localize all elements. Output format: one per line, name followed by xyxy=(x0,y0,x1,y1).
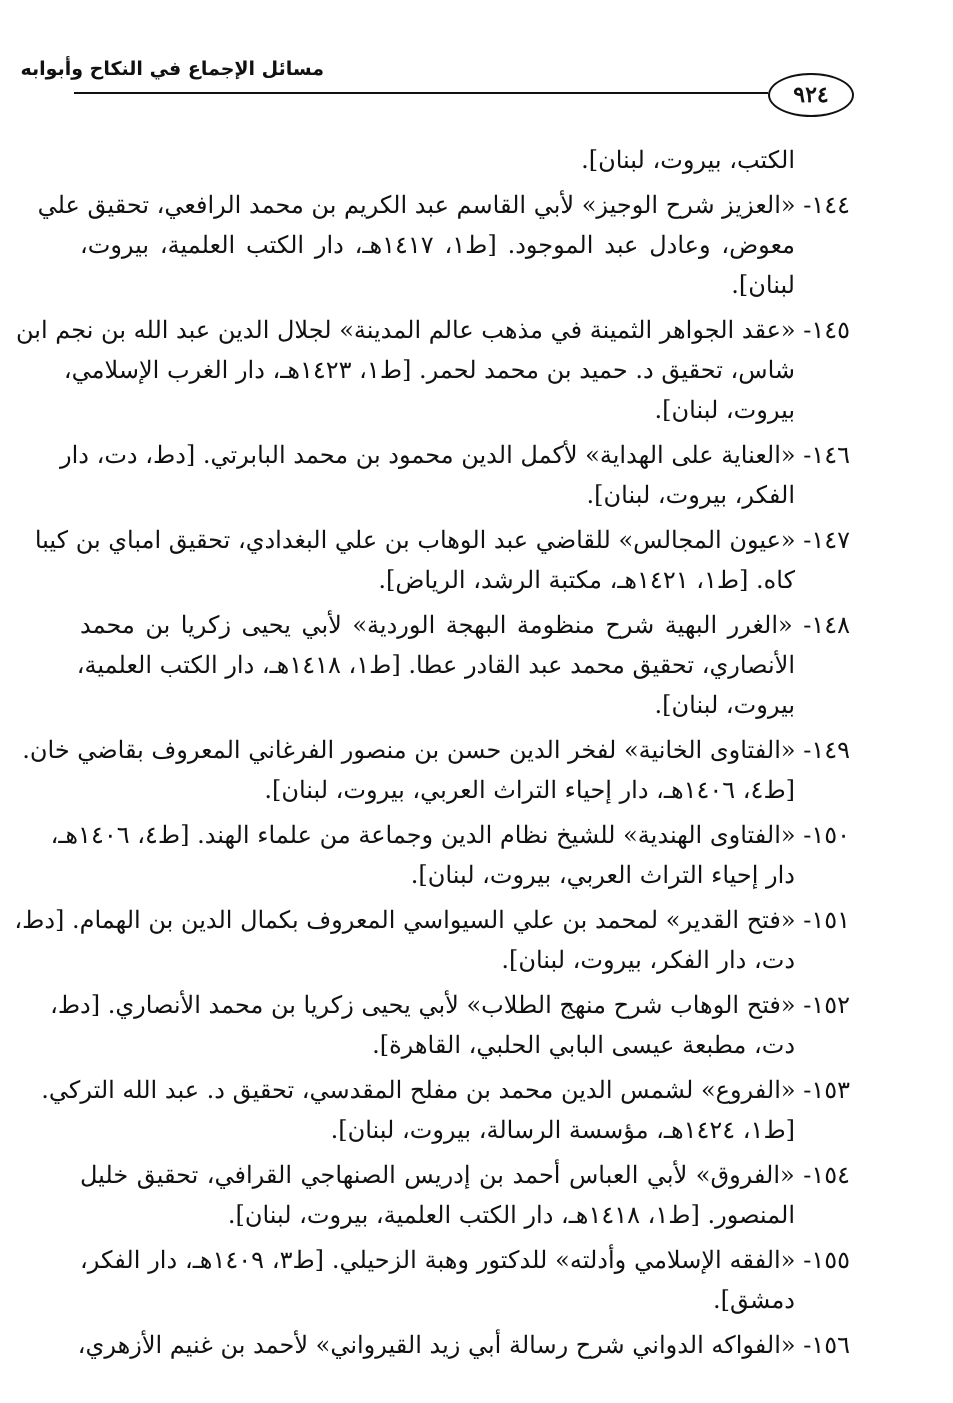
bibliography-entry xyxy=(16,310,850,430)
entry-first-line: ١٤٥- «عقد الجواهر الثمينة في مذهب عالم المدينة» لجلال الدين عبد الله بن نجم ابن xyxy=(16,316,850,344)
entry-continuation-line: دت، مطبعة عيسى البابي الحلبي، القاهرة]. xyxy=(372,1031,795,1059)
entry-first-line: ١٥٢- «فتح الوهاب شرح منهج الطلاب» لأبي يحيى زكريا بن محمد الأنصاري. [دط، xyxy=(50,991,850,1019)
bibliography-entry xyxy=(22,730,850,810)
entry-first-line: ١٤٨- «الغرر البهية شرح منظومة البهجة الوردية» لأبي يحيى زكريا بن محمد xyxy=(80,611,850,639)
entry-first-line: ١٥٦- «الفواكه الدواني شرح رسالة أبي زيد القيرواني» لأحمد بن غنيم الأزهري، xyxy=(77,1331,850,1359)
entry-first-line: ١٤٤- «العزيز شرح الوجيز» لأبي القاسم عبد الكريم بن محمد الرافعي، تحقيق علي xyxy=(37,191,850,219)
entry-continuation-line: معوض، وعادل عبد الموجود. [ط١، ١٤١٧هـ، دار الكتب العلمية، بيروت، xyxy=(80,231,796,259)
entry-first-line: ١٥٣- «الفروع» لشمس الدين محمد بن مفلح المقدسي، تحقيق د. عبد الله التركي. xyxy=(41,1076,850,1104)
entry-continuation-line: بيروت، لبنان]. xyxy=(654,396,795,424)
running-title: مسائل الإجماع في النكاح وأبوابه xyxy=(20,58,324,80)
entry-first-line: ١٥٠- «الفتاوى الهندية» للشيخ نظام الدين وجماعة من علماء الهند. [ط٤، ١٤٠٦هـ، xyxy=(50,821,850,849)
bibliography-entry xyxy=(50,815,850,895)
entry-continuation-line: الفكر، بيروت، لبنان]. xyxy=(586,481,795,509)
entry-continuation-line: دار إحياء التراث العربي، بيروت، لبنان]. xyxy=(410,861,795,889)
bibliography-entry xyxy=(80,1240,850,1320)
entry-continuation-line: [ط٤، ١٤٠٦هـ، دار إحياء التراث العربي، بيروت، لبنان]. xyxy=(264,776,795,804)
entry-continuation-line: المنصور. [ط١، ١٤١٨هـ، دار الكتب العلمية، بيروت، لبنان]. xyxy=(227,1201,795,1229)
page-header xyxy=(20,56,854,116)
bibliography-entry xyxy=(14,900,850,980)
bibliography-entry xyxy=(50,985,850,1065)
entry-continuation-line: [ط١، ١٤٢٤هـ، مؤسسة الرسالة، بيروت، لبنان]. xyxy=(330,1116,795,1144)
bibliography-list xyxy=(14,140,851,1365)
entry-continuation-line: الأنصاري، تحقيق محمد عبد القادر عطا. [ط١، ١٤١٨هـ، دار الكتب العلمية، xyxy=(76,651,795,679)
entry-continuation-line: كاه. [ط١، ١٤٢١هـ، مكتبة الرشد، الرياض]. xyxy=(378,566,795,594)
entry-continuation-line: دمشق]. xyxy=(713,1286,795,1314)
bibliography-entry xyxy=(76,605,850,725)
entry-first-line: ١٥٥- «الفقه الإسلامي وأدلته» للدكتور وهبة الزحيلي. [ط٣، ١٤٠٩هـ، دار الفكر، xyxy=(80,1246,851,1274)
bibliography-entry xyxy=(34,520,850,600)
bibliography-entry xyxy=(77,1325,850,1365)
header-rule xyxy=(74,92,768,94)
entry-first-line: ١٥١- «فتح القدير» لمحمد بن علي السيواسي المعروف بكمال الدين بن الهمام. [دط، xyxy=(14,906,850,934)
page-number: ٩٢٤ xyxy=(768,73,854,117)
entry-continuation-line: دت، دار الفكر، بيروت، لبنان]. xyxy=(501,946,795,974)
entry-first-line: ١٤٦- «العناية على الهداية» لأكمل الدين محمود بن محمد البابرتي. [دط، دت، دار xyxy=(60,441,850,469)
bibliography-entry xyxy=(60,435,850,515)
bibliography-entry xyxy=(37,185,850,305)
entry-continuation-line: شاس، تحقيق د. حميد بن محمد لحمر. [ط١، ١٤٢٣هـ، دار الغرب الإسلامي، xyxy=(63,356,795,384)
entry-continuation-line: لبنان]. xyxy=(731,271,795,299)
bibliography-entry xyxy=(41,1070,850,1150)
bibliography-entry xyxy=(80,1155,850,1235)
entry-first-line: ١٤٧- «عيون المجالس» للقاضي عبد الوهاب بن علي البغدادي، تحقيق امباي بن كيبا xyxy=(34,526,850,554)
continuation-line: الكتب، بيروت، لبنان]. xyxy=(581,146,795,174)
entry-first-line: ١٥٤- «الفروق» لأبي العباس أحمد بن إدريس الصنهاجي القرافي، تحقيق خليل xyxy=(80,1161,850,1189)
entry-continuation-line: بيروت، لبنان]. xyxy=(654,691,795,719)
entry-first-line: ١٤٩- «الفتاوى الخانية» لفخر الدين حسن بن منصور الفرغاني المعروف بقاضي خان. xyxy=(22,736,850,764)
